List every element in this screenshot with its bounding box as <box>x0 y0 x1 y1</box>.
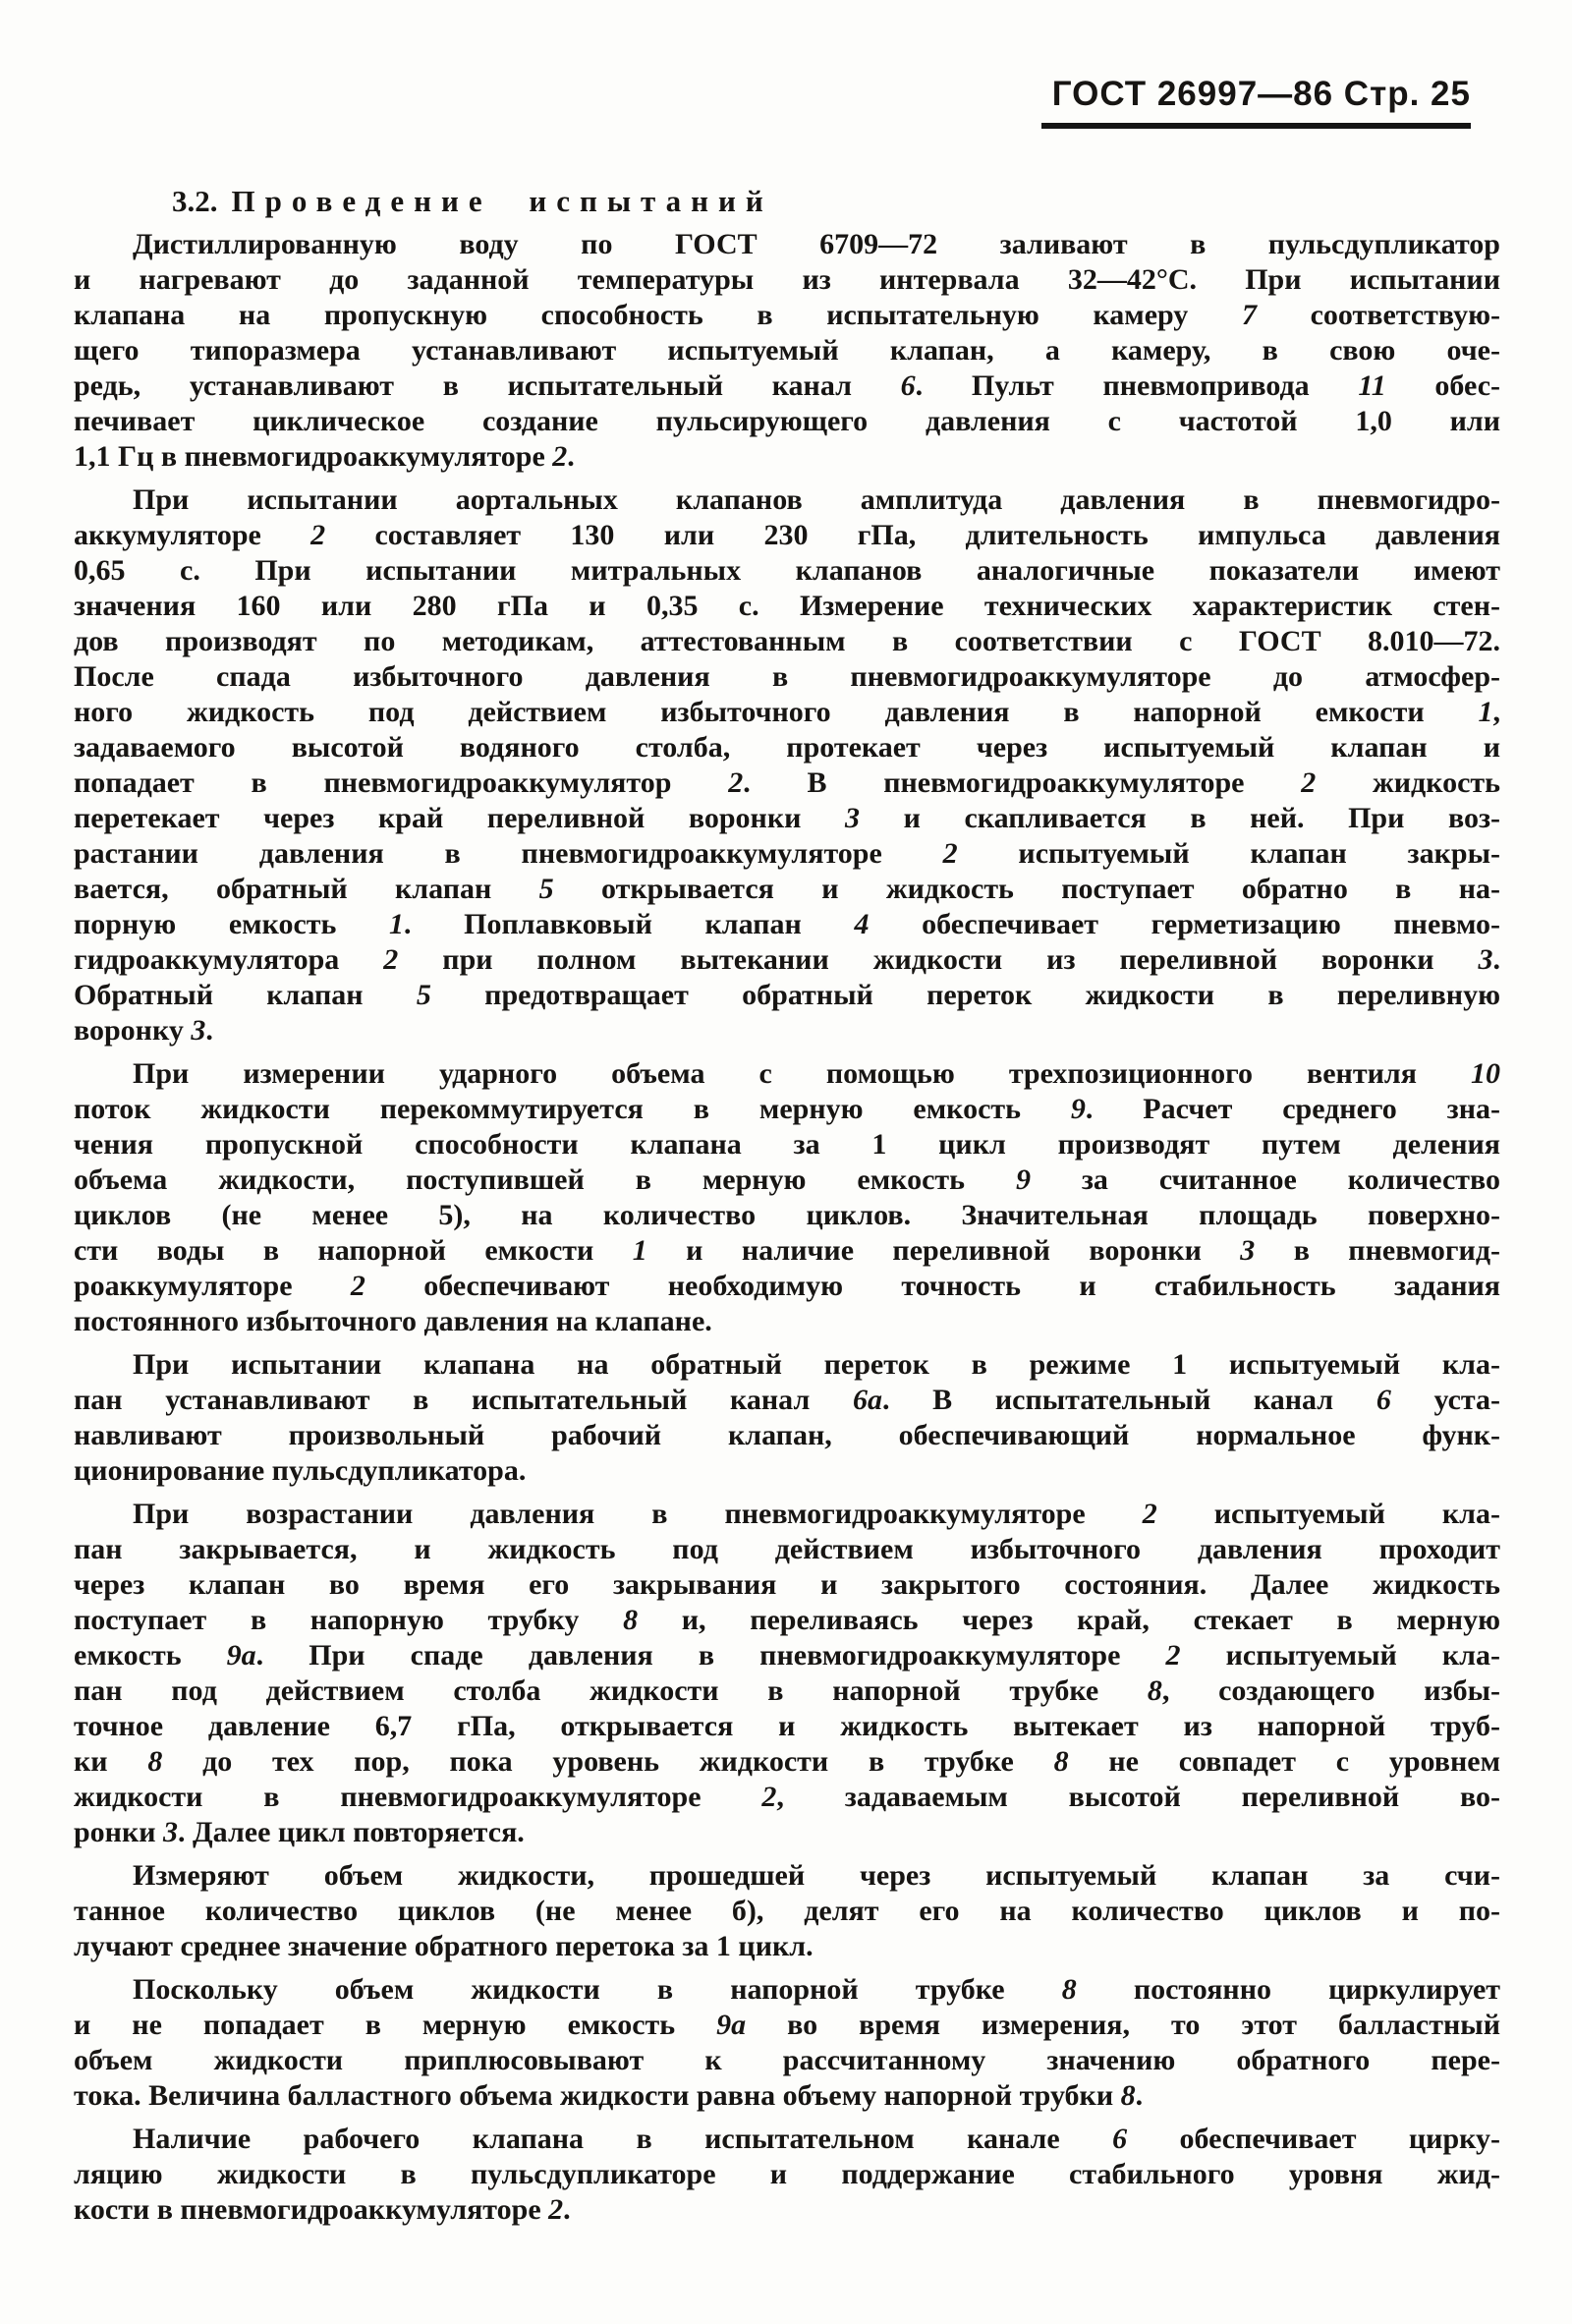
text-line: роаккумуляторе 2 обеспечивают необходимую точность и стабильность задания <box>74 1270 1501 1302</box>
text-line: и нагревают до заданной температуры из интервала 32—42°С. При испытании <box>74 263 1500 296</box>
text-line: чения пропускной способности клапана за 1 цикл производят путем деления <box>74 1128 1500 1161</box>
text-line: 0,65 с. При испытании митральных клапанов аналогичные показатели имеют <box>74 554 1500 587</box>
text-line: через клапан во время его закрывания и закрытого состояния. Далее жидкость <box>74 1568 1500 1601</box>
text-line: воронку 3. <box>74 1014 213 1047</box>
document-body <box>74 227 1500 2228</box>
text-line: задаваемого высотой водяного столба, протекает через испытуемый клапан и <box>74 731 1500 764</box>
text-line: объем жидкости приплюсовывают к рассчитанному значению обратного пере- <box>74 2044 1500 2076</box>
paragraph <box>74 227 1500 475</box>
text-line: редь, устанавливают в испытательный канал 6. Пульт пневмопривода 11 обес- <box>74 369 1501 402</box>
section-heading <box>74 182 1500 221</box>
text-line: циклов (не менее 5), на количество циклов. Значительная площадь поверхно- <box>74 1199 1500 1231</box>
text-line: емкость 9а. При спаде давления в пневмогидроаккумуляторе 2 испытуемый кла- <box>74 1639 1500 1672</box>
text-line: объема жидкости, поступившей в мерную емкость 9 за считанное количество <box>74 1163 1500 1196</box>
page-header <box>0 0 1572 129</box>
text-line: растании давления в пневмогидроаккумуляторе 2 испытуемый клапан закры- <box>74 837 1500 870</box>
text-line: кости в пневмогидроаккумуляторе 2. <box>74 2193 571 2226</box>
text-line: сти воды в напорной емкости 1 и наличие переливной воронки 3 в пневмогид- <box>74 1234 1500 1267</box>
text-line: печивает циклическое создание пульсирующего давления с частотой 1,0 или <box>74 405 1500 437</box>
text-line: клапана на пропускную способность в испытательную камеру 7 соответствую- <box>74 299 1501 331</box>
text-line: перетекает через край переливной воронки 3 и скапливается в ней. При воз- <box>74 802 1500 834</box>
text-line: постоянного избыточного давления на клапане. <box>74 1305 712 1337</box>
paragraph <box>74 2122 1500 2228</box>
text-line: При возрастании давления в пневмогидроаккумуляторе 2 испытуемый кла- <box>133 1498 1501 1530</box>
paragraph <box>74 1056 1500 1339</box>
text-line: навливают произвольный рабочий клапан, обеспечивающий нормальное функ- <box>74 1419 1500 1451</box>
text-line: Дистиллированную воду по ГОСТ 6709—72 заливают в пульсдупликатор <box>133 228 1500 260</box>
text-line: пан устанавливают в испытательный канал 6а. В испытательный канал 6 уста- <box>74 1384 1500 1416</box>
text-line: пан под действием столба жидкости в напорной трубке 8, создающего избы- <box>74 1674 1501 1707</box>
text-line: щего типоразмера устанавливают испытуемый клапан, а камеру, в свою оче- <box>74 334 1500 367</box>
text-line: дов производят по методикам, аттестованным в соответствии с ГОСТ 8.010—72. <box>74 625 1500 657</box>
text-line: вается, обратный клапан 5 открывается и жидкость поступает обратно в на- <box>74 873 1501 905</box>
paragraph <box>74 1347 1500 1489</box>
text-line: танное количество циклов (не менее б), делят его на количество циклов и по- <box>74 1895 1500 1927</box>
text-line: порную емкость 1. Поплавковый клапан 4 обеспечивает герметизацию пневмо- <box>74 908 1500 940</box>
text-line: лучают среднее значение обратного перетока за 1 цикл. <box>74 1930 814 1962</box>
text-line: попадает в пневмогидроаккумулятор 2. В пневмогидроаккумуляторе 2 жидкость <box>74 766 1500 799</box>
text-line: тока. Величина балластного объема жидкости равна объему напорной трубки 8. <box>74 2079 1144 2112</box>
text-line: Обратный клапан 5 предотвращает обратный переток жидкости в переливную <box>74 979 1500 1011</box>
text-line: точное давление 6,7 гПа, открывается и жидкость вытекает из напорной труб- <box>74 1710 1500 1742</box>
text-line: При испытании аортальных клапанов амплитуда давления в пневмогидро- <box>133 483 1500 516</box>
text-line: Поскольку объем жидкости в напорной трубке 8 постоянно циркулирует <box>133 1973 1500 2006</box>
section-number: 3.2. <box>172 184 218 218</box>
text-line: Наличие рабочего клапана в испытательном канале 6 обеспечивает цирку- <box>133 2123 1500 2155</box>
section-title: Проведение испытаний <box>231 184 773 218</box>
text-line: ки 8 до тех пор, пока уровень жидкости в трубке 8 не совпадет с уровнем <box>74 1745 1501 1778</box>
text-line: Измеряют объем жидкости, прошедшей через испытуемый клапан за счи- <box>133 1859 1500 1892</box>
paragraph <box>74 1497 1500 1850</box>
paragraph <box>74 1972 1500 2114</box>
text-line: и не попадает в мерную емкость 9а во время измерения, то этот балластный <box>74 2009 1500 2041</box>
header-rule <box>1041 123 1471 129</box>
text-line: поступает в напорную трубку 8 и, переливаясь через край, стекает в мерную <box>74 1604 1500 1636</box>
text-line: После спада избыточного давления в пневмогидроаккумуляторе до атмосфер- <box>74 660 1500 693</box>
text-line: аккумуляторе 2 составляет 130 или 230 гПа, длительность импульса давления <box>74 519 1500 551</box>
text-line: 1,1 Гц в пневмогидроаккумуляторе 2. <box>74 440 575 473</box>
text-line: При измерении ударного объема с помощью трехпозиционного вентиля 10 <box>133 1057 1500 1090</box>
text-line: ляцию жидкости в пульсдупликаторе и поддержание стабильного уровня жид- <box>74 2158 1500 2190</box>
text-line: ронки 3. Далее цикл повторяется. <box>74 1816 525 1848</box>
text-line: При испытании клапана на обратный переток в режиме 1 испытуемый кла- <box>133 1348 1500 1381</box>
text-line: ного жидкость под действием избыточного давления в напорной емкости 1, <box>74 696 1500 728</box>
text-line: ционирование пульсдупликатора. <box>74 1454 527 1487</box>
text-line: жидкости в пневмогидроаккумуляторе 2, задаваемым высотой переливной во- <box>74 1781 1500 1813</box>
text-line: гидроаккумулятора 2 при полном вытекании жидкости из переливной воронки 3. <box>74 943 1501 976</box>
paragraph <box>74 1858 1500 1964</box>
text-line: пан закрывается, и жидкость под действием избыточного давления проходит <box>74 1533 1500 1565</box>
header-title: ГОСТ 26997—86 Стр. 25 <box>1051 75 1471 113</box>
paragraph <box>74 482 1500 1049</box>
text-line: поток жидкости перекоммутируется в мерную емкость 9. Расчет среднего зна- <box>74 1093 1500 1125</box>
text-line: значения 160 или 280 гПа и 0,35 с. Измерение технических характеристик стен- <box>74 590 1500 622</box>
